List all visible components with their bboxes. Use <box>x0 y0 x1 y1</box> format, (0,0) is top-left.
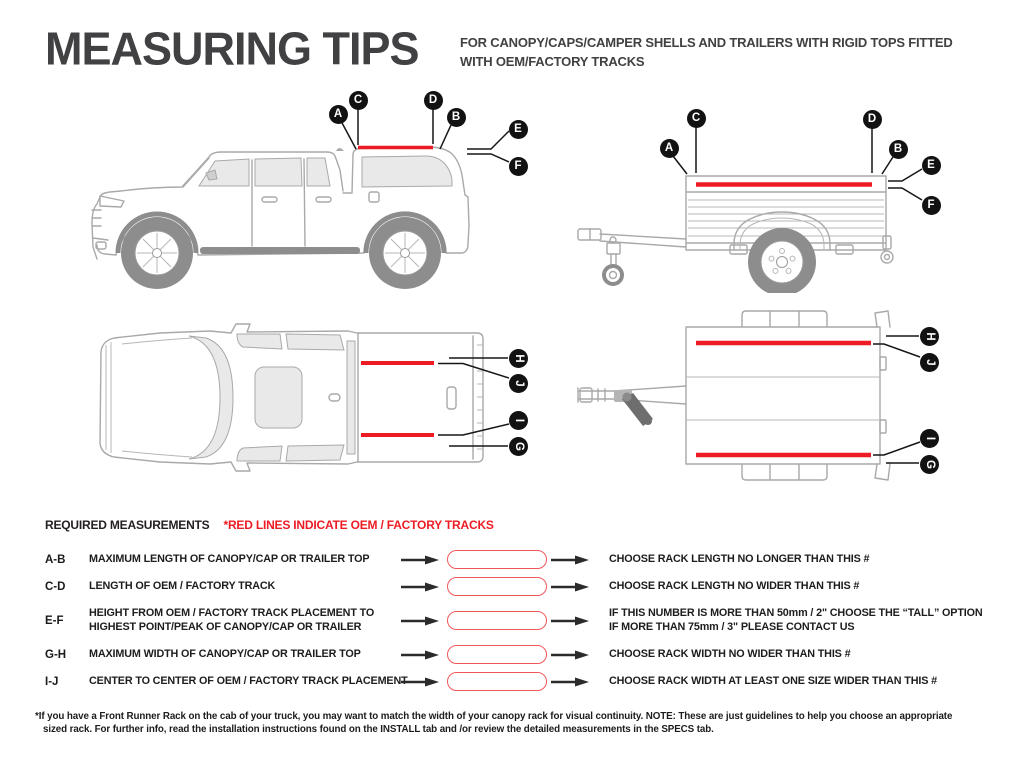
callout-a-trailer-side: A <box>660 139 679 158</box>
measurement-row-ij <box>45 668 1020 695</box>
oem-track-lines-truck-top <box>361 363 434 435</box>
measurement-id: A-B <box>45 553 66 566</box>
measurement-row-ab <box>45 546 1020 573</box>
oem-track-lines-trailer-top <box>696 343 871 455</box>
arrow-right-icon <box>551 582 609 592</box>
footnote <box>35 710 952 736</box>
red-lines-legend-note: *RED LINES INDICATE OEM / FACTORY TRACKS <box>223 518 494 532</box>
arrow-right-icon <box>401 616 447 626</box>
truck-side-leader-lines <box>341 109 509 162</box>
subtitle-line-2: WITH OEM/FACTORY TRACKS <box>460 54 645 69</box>
truck-top-outline <box>100 324 483 471</box>
callout-h-trailer-top: H <box>920 327 939 346</box>
callout-d-trailer-side: D <box>863 110 882 129</box>
measurement-guidance: CHOOSE RACK WIDTH AT LEAST ONE SIZE WIDER THAN THIS # <box>609 674 937 687</box>
arrow-right-icon <box>401 582 447 592</box>
measurement-row-ef <box>45 600 1020 641</box>
trailer-top-view-diagram <box>570 295 960 495</box>
callout-j-trailer-top: J <box>920 353 939 372</box>
arrow-right-icon <box>401 650 447 660</box>
trailer-side-wheel <box>734 212 830 293</box>
measurement-guidance: CHOOSE RACK WIDTH NO WIDER THAN THIS # <box>609 647 851 660</box>
callout-b-truck-side: B <box>447 108 466 127</box>
measurement-guidance: CHOOSE RACK LENGTH NO WIDER THAN THIS # <box>609 579 860 592</box>
measurement-row-gh <box>45 641 1020 668</box>
callout-d-truck-side: D <box>424 91 443 110</box>
callout-j-truck-top: J <box>509 374 528 393</box>
callout-i-trailer-top: I <box>920 429 939 448</box>
measurement-id: E-F <box>45 614 64 627</box>
callout-c-trailer-side: C <box>687 109 706 128</box>
callout-a-truck-side: A <box>329 105 348 124</box>
trailer-side-view-diagram <box>575 98 960 293</box>
measurement-description: MAXIMUM WIDTH OF CANOPY/CAP OR TRAILER TOP <box>89 647 361 660</box>
arrow-right-icon <box>551 555 609 565</box>
measurement-guidance: CHOOSE RACK LENGTH NO LONGER THAN THIS # <box>609 552 870 565</box>
measurement-input-field[interactable] <box>447 611 547 630</box>
measurement-input-field[interactable] <box>447 672 547 691</box>
footnote-line-1: *If you have a Front Runner Rack on the cab of your truck, you may want to match the width of your canopy rack for visual continuity. NOTE: These are just guidelines to help you choose an appropriate <box>35 711 953 722</box>
footnote-line-2: sized rack. For further info, read the installation instructions found on the INSTALL tab and /or review the detailed measurements in the SPECS tab. <box>43 724 714 735</box>
callout-e-trailer-side: E <box>922 156 941 175</box>
measurements-heading <box>45 518 494 532</box>
subtitle-line-1: FOR CANOPY/CAPS/CAMPER SHELLS AND TRAILERS WITH RIGID TOPS FITTED <box>460 35 953 50</box>
callout-f-truck-side: F <box>509 157 528 176</box>
arrow-right-icon <box>551 616 609 626</box>
callout-g-trailer-top: G <box>920 455 939 474</box>
arrow-right-icon <box>551 677 609 687</box>
measurement-input-field[interactable] <box>447 577 547 596</box>
measurement-input-field[interactable] <box>447 645 547 664</box>
callout-c-truck-side: C <box>349 91 368 110</box>
measurement-id: G-H <box>45 648 67 661</box>
arrow-right-icon <box>401 677 447 687</box>
measurement-guidance: IF THIS NUMBER IS MORE THAN 50mm / 2" CHOOSE THE “TALL” OPTION IF MORE THAN 75mm / 3" PLEASE CONTACT US <box>609 607 983 633</box>
callout-e-truck-side: E <box>509 120 528 139</box>
arrow-right-icon <box>551 650 609 660</box>
trailer-side-outline <box>578 176 893 284</box>
measurement-row-cd <box>45 573 1020 600</box>
callout-f-trailer-side: F <box>922 196 941 215</box>
callout-i-truck-top: I <box>509 411 528 430</box>
truck-top-view-diagram <box>80 310 545 485</box>
measurement-description: HEIGHT FROM OEM / FACTORY TRACK PLACEMENT TO HIGHEST POINT/PEAK OF CANOPY/CAP OR TRAILER <box>89 607 375 633</box>
page-subtitle <box>460 33 953 71</box>
callout-b-trailer-side: B <box>889 140 908 159</box>
trailer-side-leader-lines <box>673 127 922 200</box>
measurement-description: MAXIMUM LENGTH OF CANOPY/CAP OR TRAILER TOP <box>89 552 370 565</box>
measurement-description: CENTER TO CENTER OF OEM / FACTORY TRACK PLACEMENT <box>89 674 408 687</box>
arrow-right-icon <box>401 555 447 565</box>
measurement-id: C-D <box>45 580 66 593</box>
measurement-input-field[interactable] <box>447 550 547 569</box>
required-measurements-label: REQUIRED MEASUREMENTS <box>45 518 210 532</box>
callout-g-truck-top: G <box>509 437 528 456</box>
truck-side-view-diagram <box>60 92 540 297</box>
page-title: MEASURING TIPS <box>45 22 419 76</box>
measurement-id: I-J <box>45 675 59 688</box>
measurements-table <box>45 546 1020 695</box>
measurement-description: LENGTH OF OEM / FACTORY TRACK <box>89 579 276 592</box>
callout-h-truck-top: H <box>509 349 528 368</box>
